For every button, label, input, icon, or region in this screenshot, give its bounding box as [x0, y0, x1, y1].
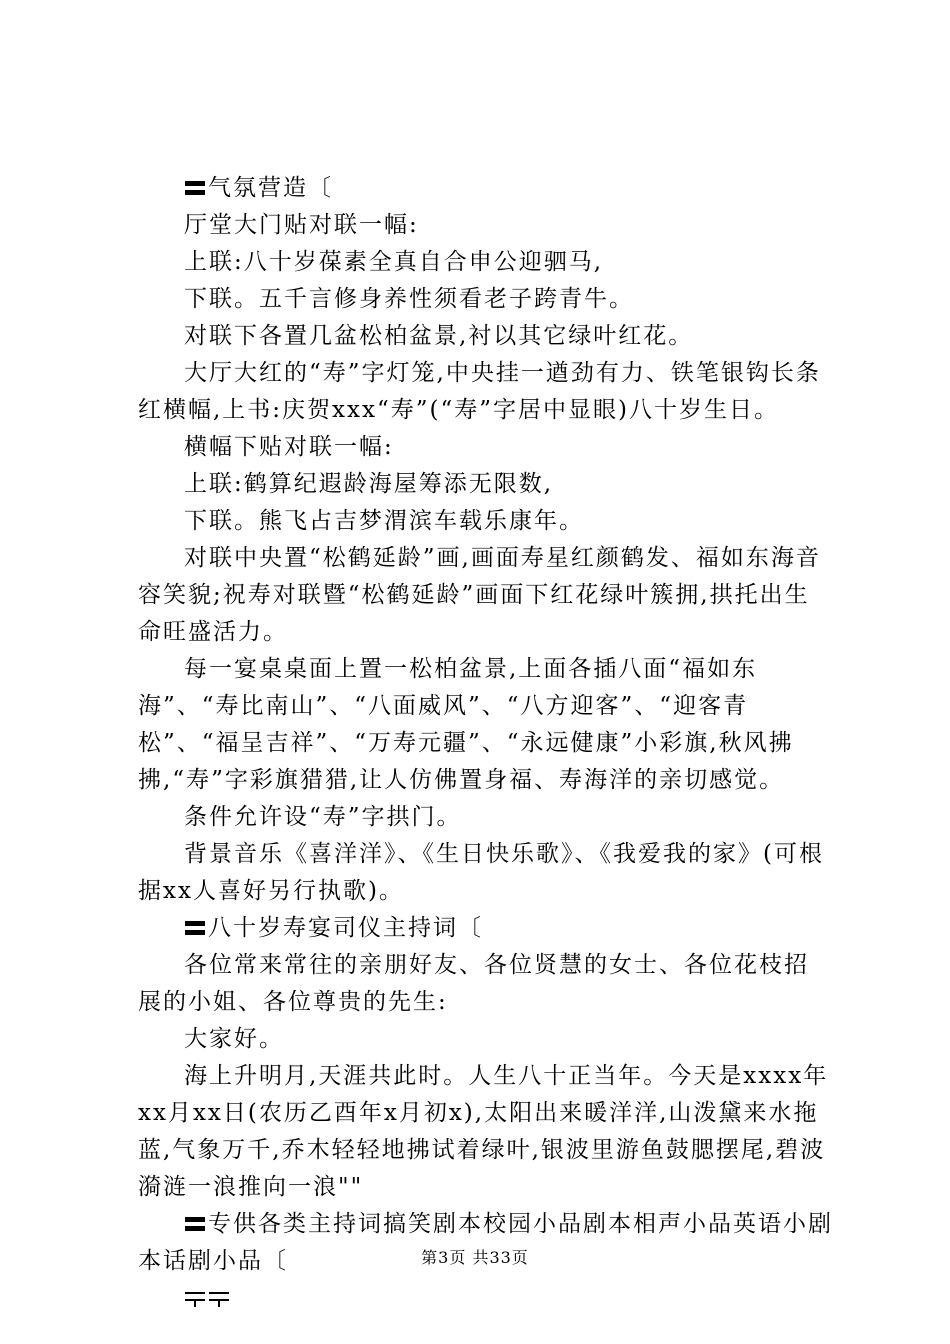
paragraph: 海上升明月,天涯共此时。人生八十正当年。今天是xxxx年xx月xx日(农历乙酉年x月初x),太阳出来暖洋洋,山泼黛来水拖蓝,气象万千,乔木轻轻地拂试着绿叶,银波里游鱼鼓腮摆尾,碧波漪涟一浪推向一浪""	[138, 1063, 829, 1200]
paragraph: 每一宴桌桌面上置一松柏盆景,上面各插八面“福如东海”、“寿比南山”、“八面威风”、“八方迎客”、“迎客青松”、“福呈吉祥”、“万寿元疆”、“永远健康”小彩旗,秋风拂拂,“寿”字彩旗猎猎,让人仿佛置身福、寿海洋的亲切感觉。	[138, 656, 794, 793]
paragraph: 背景音乐《喜洋洋》、《生日快乐歌》、《我爱我的家》(可根据xx人喜好另行执歌)。	[138, 841, 824, 904]
paragraph: 对联下各置几盆松柏盆景,衬以其它绿叶红花。	[184, 323, 694, 349]
bullet-mark-icon	[184, 1290, 206, 1306]
section-heading-host-speech: 八十岁寿宴司仪主持词〔	[138, 910, 833, 947]
paragraph: 上联:八十岁葆素全真自合申公迎驷马,	[184, 249, 604, 275]
square-bullet-icon	[184, 180, 206, 196]
square-bullet-icon	[184, 920, 206, 936]
paragraph: 对联中央置“松鹤延龄”画,画面寿星红颜鹤发、福如东海音容笑貌;祝寿对联暨“松鹤延龄”画面下红花绿叶簇拥,拱托出生命旺盛活力。	[138, 545, 821, 645]
section-heading-scripts: 专供各类主持词搞笑剧本校园小品剧本相声小品英语小剧本话剧小品〔	[138, 1211, 833, 1274]
paragraph: 下联。五千言修身养性须看老子跨青牛。	[184, 286, 634, 312]
paragraph: 上联:鹤算纪遐龄海屋筹添无限数,	[184, 471, 554, 497]
paragraph: 大厅大红的“寿”字灯笼,中央挂一遒劲有力、铁笔银钩长条红横幅,上书:庆贺xxx“寿”(“寿”字居中显眼)八十岁生日。	[138, 360, 821, 423]
paragraph-end-marks	[138, 1280, 833, 1317]
square-bullet-icon	[184, 1216, 206, 1232]
paragraph: 横幅下贴对联一幅:	[184, 434, 394, 460]
paragraph: 厅堂大门贴对联一幅:	[184, 212, 419, 238]
document-body	[138, 170, 833, 1317]
page-footer: 第3页 共33页	[421, 1248, 529, 1267]
paragraph: 大家好。	[184, 1026, 284, 1052]
bullet-mark-icon	[208, 1290, 230, 1306]
section-heading-atmosphere: 气氛营造〔	[138, 170, 833, 207]
paragraph: 下联。熊飞占吉梦渭滨车载乐康年。	[184, 508, 584, 534]
paragraph: 各位常来常往的亲朋好友、各位贤慧的女士、各位花枝招展的小姐、各位尊贵的先生:	[138, 952, 809, 1015]
paragraph: 条件允许设“寿”字拱门。	[184, 804, 462, 830]
